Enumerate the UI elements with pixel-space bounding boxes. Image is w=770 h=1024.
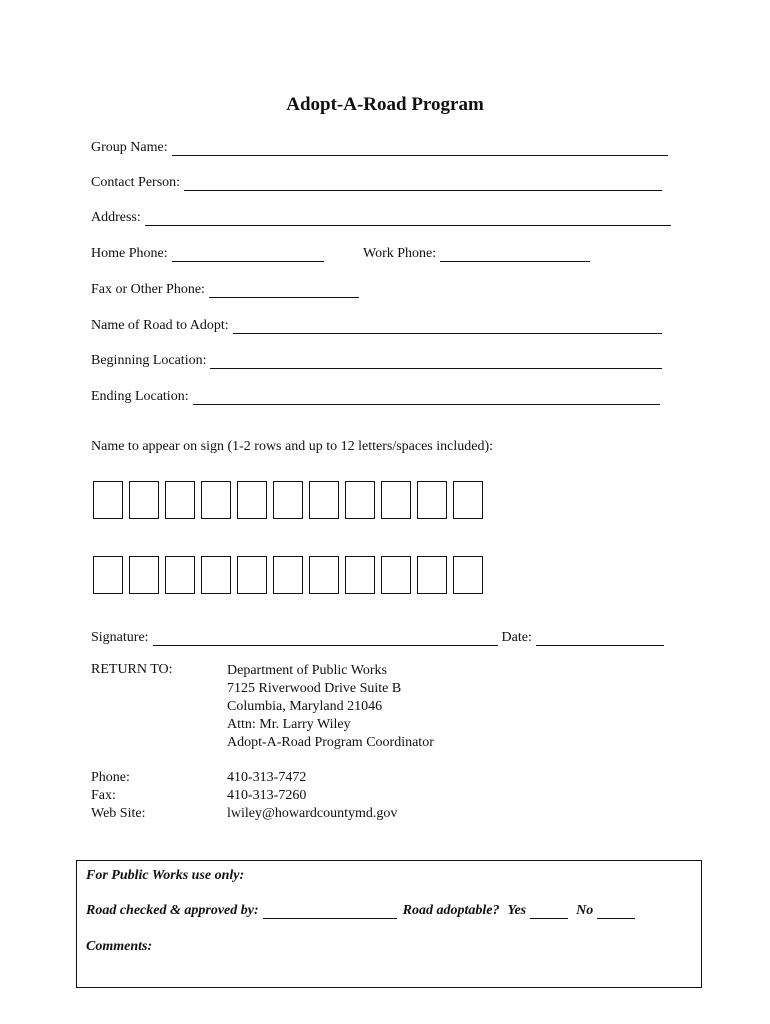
work-phone-row <box>363 242 590 262</box>
office-use-heading: For Public Works use only: <box>86 868 245 883</box>
website-label: Web Site: <box>91 806 146 821</box>
fax-field[interactable] <box>209 283 359 298</box>
sign-letter-box[interactable] <box>345 481 375 519</box>
fax-label: Fax or Other Phone: <box>91 282 205 297</box>
signature-label: Signature: <box>91 630 149 645</box>
sign-letter-box[interactable] <box>381 556 411 594</box>
group-name-label: Group Name: <box>91 140 168 155</box>
road-checked-row <box>86 903 635 919</box>
return-to-label: RETURN TO: <box>91 662 173 677</box>
website-value[interactable]: lwiley@howardcountymd.gov <box>227 806 398 821</box>
yes-label: Yes <box>507 903 527 918</box>
sign-letter-box[interactable] <box>417 481 447 519</box>
date-label: Date: <box>501 630 532 645</box>
sign-letter-box[interactable] <box>201 556 231 594</box>
contact-labels <box>91 769 145 823</box>
sign-row-1 <box>93 481 489 519</box>
home-phone-field[interactable] <box>172 247 324 262</box>
road-checked-field[interactable] <box>263 906 397 919</box>
sign-letter-box[interactable] <box>93 556 123 594</box>
signature-field[interactable] <box>153 631 498 646</box>
sign-letter-box[interactable] <box>201 481 231 519</box>
no-label: No <box>576 903 594 918</box>
sign-letter-box[interactable] <box>129 481 159 519</box>
contact-values <box>227 769 397 823</box>
road-name-label: Name of Road to Adopt: <box>91 318 229 333</box>
fax-row <box>91 278 359 298</box>
beginning-location-row <box>91 349 662 369</box>
phone-label: Phone: <box>91 770 130 785</box>
office-use-box <box>76 860 702 988</box>
sign-row-2 <box>93 556 489 594</box>
fax-value: 410-313-7260 <box>227 788 307 803</box>
fax-label-contact: Fax: <box>91 788 116 803</box>
sign-letter-box[interactable] <box>453 556 483 594</box>
address-row <box>91 206 671 226</box>
comments-label: Comments: <box>86 939 153 954</box>
date-field[interactable] <box>536 631 664 646</box>
sign-letter-box[interactable] <box>237 556 267 594</box>
return-address <box>227 662 434 752</box>
beginning-location-label: Beginning Location: <box>91 353 207 368</box>
road-name-row <box>91 314 662 334</box>
return-line: Department of Public Works <box>227 663 387 678</box>
road-checked-label: Road checked & approved by: <box>86 903 259 918</box>
sign-letter-box[interactable] <box>273 481 303 519</box>
sign-letter-box[interactable] <box>381 481 411 519</box>
sign-letter-box[interactable] <box>165 481 195 519</box>
no-field[interactable] <box>597 906 635 919</box>
ending-location-row <box>91 385 660 405</box>
group-name-row <box>91 136 668 156</box>
ending-location-field[interactable] <box>193 390 660 405</box>
sign-letter-box[interactable] <box>237 481 267 519</box>
contact-person-field[interactable] <box>184 176 662 191</box>
road-name-field[interactable] <box>233 319 662 334</box>
sign-letter-box[interactable] <box>309 556 339 594</box>
sign-letter-box[interactable] <box>273 556 303 594</box>
page-title: Adopt-A-Road Program <box>286 94 484 115</box>
return-line: 7125 Riverwood Drive Suite B <box>227 681 402 696</box>
sign-letter-box[interactable] <box>417 556 447 594</box>
road-adoptable-label: Road adoptable? <box>402 903 500 918</box>
ending-location-label: Ending Location: <box>91 389 189 404</box>
home-phone-label: Home Phone: <box>91 246 168 261</box>
sign-letter-box[interactable] <box>345 556 375 594</box>
sign-letter-box[interactable] <box>309 481 339 519</box>
sign-instructions: Name to appear on sign (1-2 rows and up to 12 letters/spaces included): <box>91 439 494 454</box>
sign-letter-box[interactable] <box>165 556 195 594</box>
beginning-location-field[interactable] <box>210 354 662 369</box>
sign-letter-box[interactable] <box>453 481 483 519</box>
sign-letter-box[interactable] <box>93 481 123 519</box>
work-phone-field[interactable] <box>440 247 590 262</box>
phone-value: 410-313-7472 <box>227 770 307 785</box>
return-line: Attn: Mr. Larry Wiley <box>227 717 351 732</box>
return-line: Adopt-A-Road Program Coordinator <box>227 735 434 750</box>
signature-row <box>91 626 664 646</box>
address-field[interactable] <box>145 211 671 226</box>
return-line: Columbia, Maryland 21046 <box>227 699 383 714</box>
group-name-field[interactable] <box>172 141 668 156</box>
home-phone-row <box>91 242 324 262</box>
contact-person-label: Contact Person: <box>91 175 181 190</box>
sign-letter-box[interactable] <box>129 556 159 594</box>
work-phone-label: Work Phone: <box>363 246 437 261</box>
yes-field[interactable] <box>530 906 568 919</box>
address-label: Address: <box>91 210 141 225</box>
contact-person-row <box>91 171 662 191</box>
